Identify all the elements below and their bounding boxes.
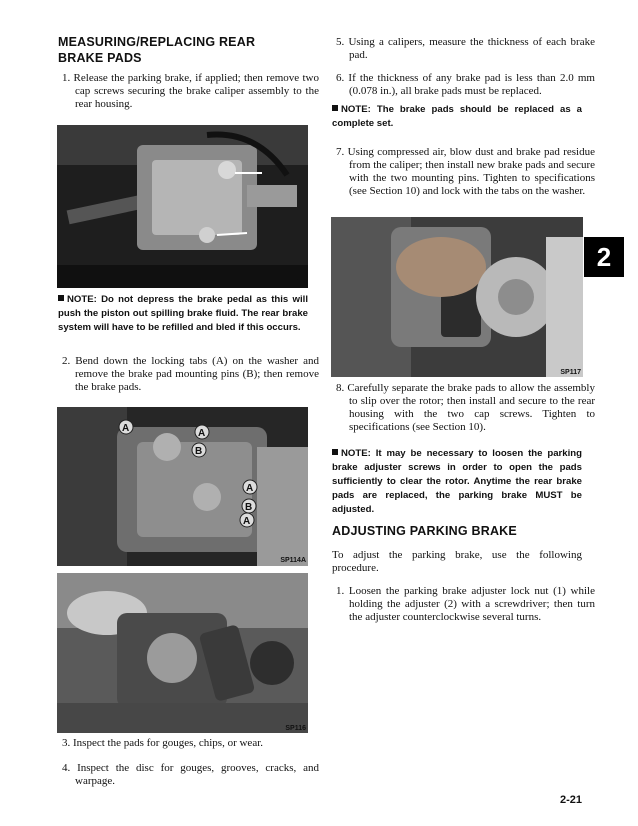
note-1-text: NOTE: Do not depress the brake pedal as this will push the piston out spilling brake fluid. The rear brake system will have to be refilled and bled if this occurs. xyxy=(58,294,308,333)
note-do-not-depress xyxy=(58,293,308,335)
callout-a-4: A xyxy=(243,516,251,527)
photo-install-pads xyxy=(331,217,583,377)
note-parking-brake xyxy=(332,447,582,517)
heading-line-2: BRAKE PADS xyxy=(58,51,142,65)
note-bullet-icon xyxy=(58,295,64,301)
step-2: 2. Bend down the locking tabs (A) on the washer and remove the brake pad mounting pins (B); then remove the brake pads. xyxy=(62,355,319,393)
note-bullet-icon xyxy=(332,105,338,111)
callout-b-1: B xyxy=(195,446,203,457)
callout-a-2: A xyxy=(198,428,206,439)
callout-b-2: B xyxy=(245,502,253,513)
step-7: 7. Using compressed air, blow dust and brake pad residue from the caliper; then install new brake pads and secure with the two mounting pins. Tighten to specifications (see Section 10) and lock with the tabs on the washer. xyxy=(336,146,595,197)
note-2-text: NOTE: The brake pads should be replaced as a complete set. xyxy=(332,104,582,129)
section-tab: 2 xyxy=(584,237,624,277)
heading-line-1: MEASURING/REPLACING REAR xyxy=(58,35,256,49)
photo-caption-sp114a: SP114A xyxy=(280,557,306,564)
note-bullet-icon xyxy=(332,449,338,455)
adjust-step-1: 1. Loosen the parking brake adjuster lock nut (1) while holding the adjuster (2) with a screwdriver; then turn the adjuster counterclockwise several turns. xyxy=(336,585,595,623)
note-replace-set xyxy=(332,103,582,131)
step-3: 3. Inspect the pads for gouges, chips, or wear. xyxy=(62,737,264,749)
step-6: 6. If the thickness of any brake pad is less than 2.0 mm (0.078 in.), all brake pads must be replaced. xyxy=(336,72,595,97)
photo-caption-sp061c: SP061C xyxy=(279,278,306,285)
callout-a-3: A xyxy=(246,483,254,494)
intro-paragraph: To adjust the parking brake, use the following procedure. xyxy=(332,549,582,574)
callout-a-1: A xyxy=(122,423,130,434)
page-number: 2-21 xyxy=(559,794,582,806)
section-heading-measuring xyxy=(58,34,308,66)
photo-locking-tabs xyxy=(57,407,308,566)
step-8: 8. Carefully separate the brake pads to allow the assembly to slip over the rotor; then install and secure to the rear housing with the two cap screws. Tighten to specifications (see Section 10). xyxy=(336,382,595,433)
photo-caption-sp117: SP117 xyxy=(560,369,581,376)
step-5: 5. Using a calipers, measure the thickness of each brake pad. xyxy=(336,36,595,61)
step-4: 4. Inspect the disc for gouges, grooves, cracks, and warpage. xyxy=(62,762,319,787)
photo-caption-sp116: SP116 xyxy=(285,725,306,732)
step-1: 1. Release the parking brake, if applied; then remove two cap screws securing the brake caliper assembly to the rear housing. xyxy=(62,72,319,110)
photo-brake-pads-removed xyxy=(57,573,308,733)
section-heading-adjusting: ADJUSTING PARKING BRAKE xyxy=(332,524,517,538)
note-3-text: NOTE: It may be necessary to loosen the parking brake adjuster screws in order to open the pads sufficiently to clear the rotor. Anytime the rear brake pads are replaced, the parking brake MUST be adjusted. xyxy=(332,448,582,515)
photo-caliper-assembly xyxy=(57,125,308,288)
